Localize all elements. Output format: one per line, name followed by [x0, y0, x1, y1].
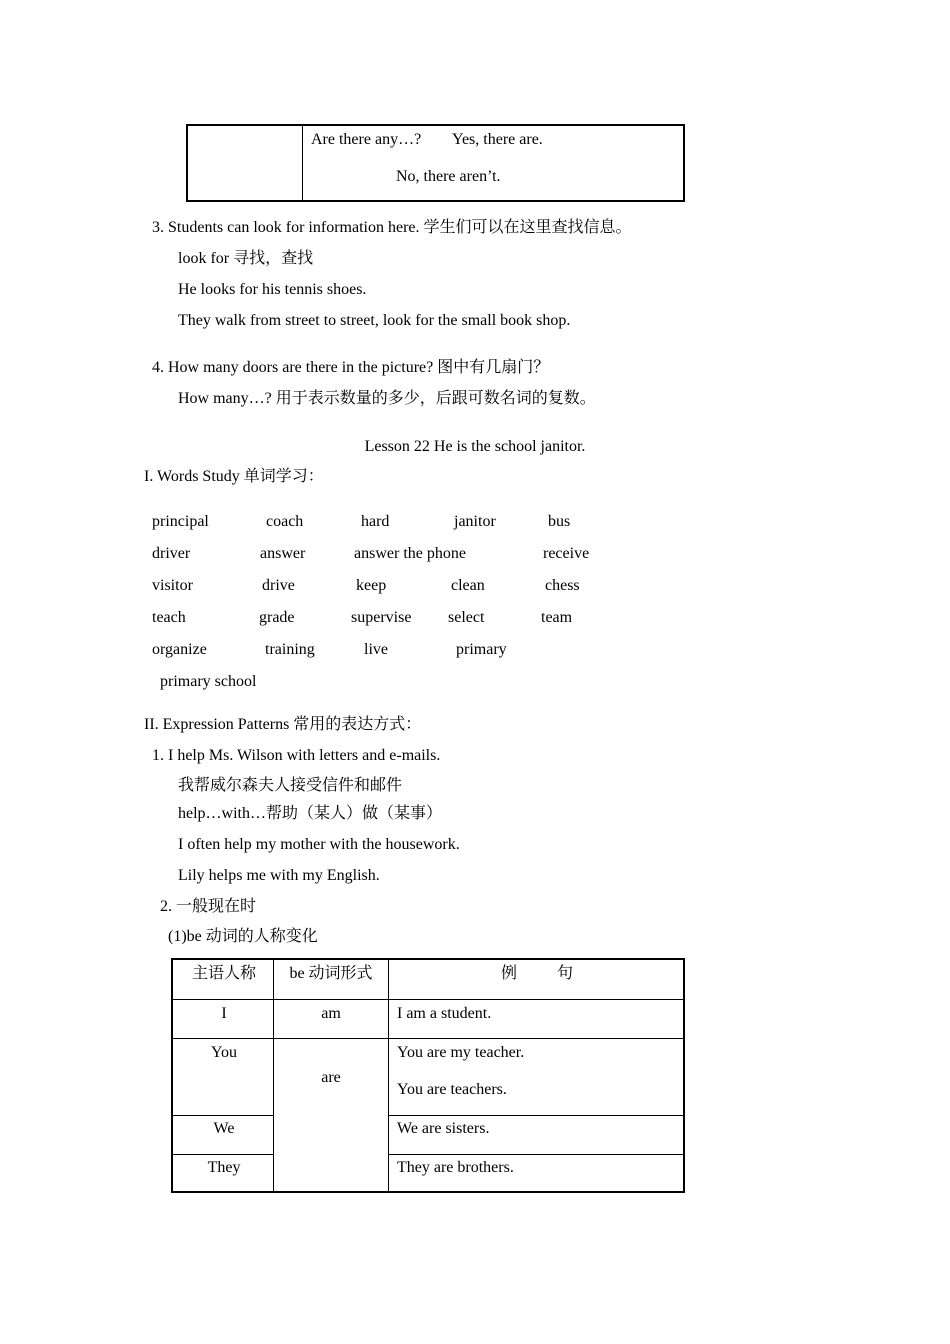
expressions-heading: II. Expression Patterns 常用的表达方式：: [144, 716, 422, 733]
word: live: [364, 641, 388, 658]
form-cell: are: [321, 1069, 341, 1086]
word: answer: [260, 545, 306, 562]
subject-cell: You: [211, 1044, 237, 1061]
point3-line: They walk from street to street, look for the small book shop.: [178, 312, 571, 329]
word: primary school: [160, 673, 257, 690]
example-cell: You are my teacher.: [397, 1044, 525, 1061]
question-pattern: Are there any…?: [311, 131, 422, 148]
header-example: 例 句: [500, 965, 574, 982]
form-cell: am: [321, 1005, 341, 1022]
row-divider: [173, 1038, 683, 1039]
word: answer the phone: [354, 545, 466, 562]
header-subject: 主语人称: [191, 965, 257, 982]
point4-title: 4. How many doors are there in the picture? 图中有几扇门？: [152, 359, 550, 376]
word: clean: [451, 577, 485, 594]
no-answer: No, there aren’t.: [396, 168, 501, 185]
word: principal: [152, 513, 209, 530]
example-cell: I am a student.: [397, 1005, 492, 1022]
yes-answer: Yes, there are.: [452, 131, 543, 148]
row-divider: [173, 999, 683, 1000]
word: teach: [152, 609, 186, 626]
example-cell: We are sisters.: [397, 1120, 490, 1137]
word: visitor: [152, 577, 193, 594]
word: training: [265, 641, 315, 658]
word: janitor: [454, 513, 496, 530]
word: organize: [152, 641, 207, 658]
example-cell: You are teachers.: [397, 1081, 507, 1098]
word: drive: [262, 577, 295, 594]
point4-line: How many…? 用于表示数量的多少，后跟可数名词的复数。: [178, 390, 596, 407]
row-divider: [388, 1115, 683, 1116]
top-table: [186, 124, 685, 202]
top-table-divider: [302, 126, 303, 200]
expression-1-line: 我帮威尔森夫人接受信件和邮件: [178, 777, 403, 794]
subject-cell: We: [213, 1120, 235, 1137]
word: select: [448, 609, 485, 626]
point3-line: look for 寻找，查找: [178, 250, 314, 267]
expression-2-sub: (1)be 动词的人称变化: [168, 928, 318, 945]
expression-1-line: I often help my mother with the housework.: [178, 836, 460, 853]
row-divider: [173, 1115, 273, 1116]
point3-title: 3. Students can look for information here. 学生们可以在这里查找信息。: [152, 219, 632, 236]
lesson-title: Lesson 22 He is the school janitor.: [364, 438, 586, 455]
word: bus: [548, 513, 571, 530]
word: primary: [456, 641, 507, 658]
point3-line: He looks for his tennis shoes.: [178, 281, 367, 298]
word: driver: [152, 545, 191, 562]
row-divider: [388, 1154, 683, 1155]
word: supervise: [351, 609, 412, 626]
col-divider: [273, 960, 274, 1191]
expression-1-line: Lily helps me with my English.: [178, 867, 380, 884]
word: coach: [266, 513, 304, 530]
expression-2-title: 2. 一般现在时: [160, 898, 257, 915]
word: chess: [545, 577, 580, 594]
word: team: [541, 609, 573, 626]
example-cell: They are brothers.: [397, 1159, 514, 1176]
word: keep: [356, 577, 387, 594]
word: grade: [259, 609, 295, 626]
expression-1-title: 1. I help Ms. Wilson with letters and e-mails.: [152, 747, 441, 764]
subject-cell: They: [207, 1159, 241, 1176]
subject-cell: I: [221, 1005, 227, 1022]
word: receive: [543, 545, 590, 562]
words-study-heading: I. Words Study 单词学习：: [144, 468, 324, 485]
header-form: be 动词形式: [289, 965, 373, 982]
be-verb-table: [171, 958, 685, 1193]
col-divider: [388, 960, 389, 1191]
expression-1-line: help…with…帮助（某人）做（某事）: [178, 805, 442, 822]
row-divider: [173, 1154, 273, 1155]
word: hard: [361, 513, 390, 530]
